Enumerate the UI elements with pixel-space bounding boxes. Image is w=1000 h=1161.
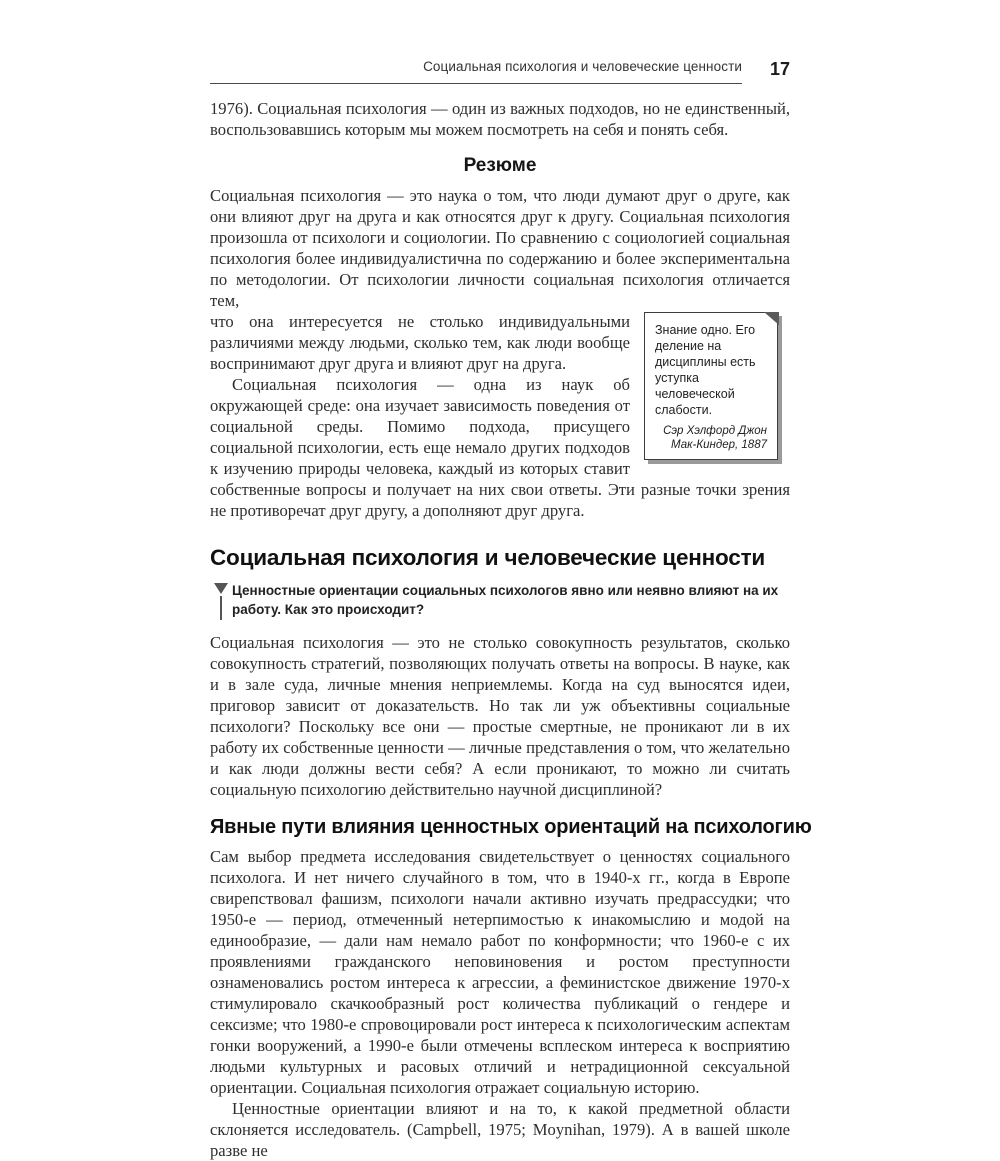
quote-attribution-line1: Сэр Хэлфорд Джон — [663, 425, 767, 437]
summary-paragraph-3: Социальная психология — одна из наук об окружающей среде: она изучает зависимость поведения от социальной среды. Помимо подхода, присущего социальной психологии, есть еще немало других подходов к изучению природы человека, каждый из которых ставит собственные вопросы и получает на них свои ответы. Эти разные точки зрения не противоречат друг другу, а дополняют друг друга. — [210, 375, 790, 520]
running-title: Социальная психология и человеческие ценности — [423, 59, 742, 74]
values-paragraph: Социальная психология — это не столько совокупность результатов, сколько совокупность стратегий, позволяющих получать ответы на вопросы. В науке, как и в зале суда, личные мнения неприемлемы. Когда на суд выносятся идеи, приговор зависит от доказательств. Но так ли уж объективны социальные психологи? Поскольку все они — простые смертные, не проникают ли в их работу их собственные ценности — личные представления о том, что желательно и как люди должны вести себя? А если проникают, то можно ли считать социальную психологию действительно научной дисциплиной? — [210, 633, 790, 799]
quote-attribution — [655, 424, 767, 452]
subsection-heading: Явные пути влияния ценностных ориентаций на психологию — [210, 816, 812, 838]
pole-glyph — [220, 596, 223, 620]
page-header — [210, 58, 790, 84]
running-title-wrap — [210, 58, 742, 84]
page-content — [210, 58, 812, 1161]
down-arrow-icon — [764, 312, 779, 325]
summary-paragraph-2: что она интересуется не столько индивидуальными различиями между людьми, сколько тем, как люди вообще воспринимают друг друга и влияют друг на друга. — [210, 312, 630, 373]
page-number: 17 — [769, 59, 790, 79]
preview-question: Ценностные ориентации социальных психологов явно или неявно влияют на их работу. Как это происходит? — [232, 583, 779, 617]
section-heading: Социальная психология и человеческие ценности — [210, 545, 766, 570]
quote-text: Знание одно. Его деление на дисциплины есть уступка человеческой слабости. — [655, 323, 756, 417]
preview-question-block — [210, 581, 790, 620]
summary-paragraph-1: Социальная психология — это наука о том, что люди думают друг о друге, как они влияют друг на друга и как относятся друг к другу. Социальная психология произошла от психологи и социологии. По сравнению с социологией социальная психология более индивидуалистична по содержанию и более экспериментальна по методологии. От психологии личности социальная психология отличается тем, — [210, 186, 790, 310]
summary-wrap-zone — [210, 311, 790, 521]
explicit-paragraph-1: Сам выбор предмета исследования свидетельствует о ценностях социального психолога. И нет ничего случайного в том, что в 1940-х гг., когда в Европе свирепствовал фашизм, психологи начали активно изучать предрассудки; что 1950-е — период, отмеченный нетерпимостью к инакомыслию и модой на единообразие, — дали нам немало работ по конформности; что 1960-е с их проявлениями гражданского неповиновения и ростом преступности ознаменовались ростом интереса к агрессии, а феминистское движение 1970-х стимулировало скачкообразный рост количества публикаций о гендере и сексизме; что 1980-е спровоцировали рост интереса к психологическим аспектам гонки вооружений, а 1990-е были отмечены всплеском интереса к восприятию людьми культурных и расовых отличий и нетрадиционной сексуальной ориентации. Социальная психология отражает социальную историю. — [210, 847, 790, 1097]
quote-attribution-line2: Мак-Киндер, 1887 — [671, 439, 767, 451]
summary-heading: Резюме — [463, 155, 537, 176]
explicit-paragraph-2: Ценностные ориентации влияют и на то, к какой предметной области склоняется исследователь. (Campbell, 1975; Moynihan, 1979). А в вашей школе разве не — [210, 1099, 790, 1160]
quote-box — [644, 312, 778, 460]
triangle-glyph — [214, 583, 228, 594]
continuation-paragraph: 1976). Социальная психология — один из важных подходов, но не единственный, воспользовавшись которым мы можем посмотреть на себя и понять себя. — [210, 99, 790, 139]
down-arrow-icon — [210, 583, 232, 620]
